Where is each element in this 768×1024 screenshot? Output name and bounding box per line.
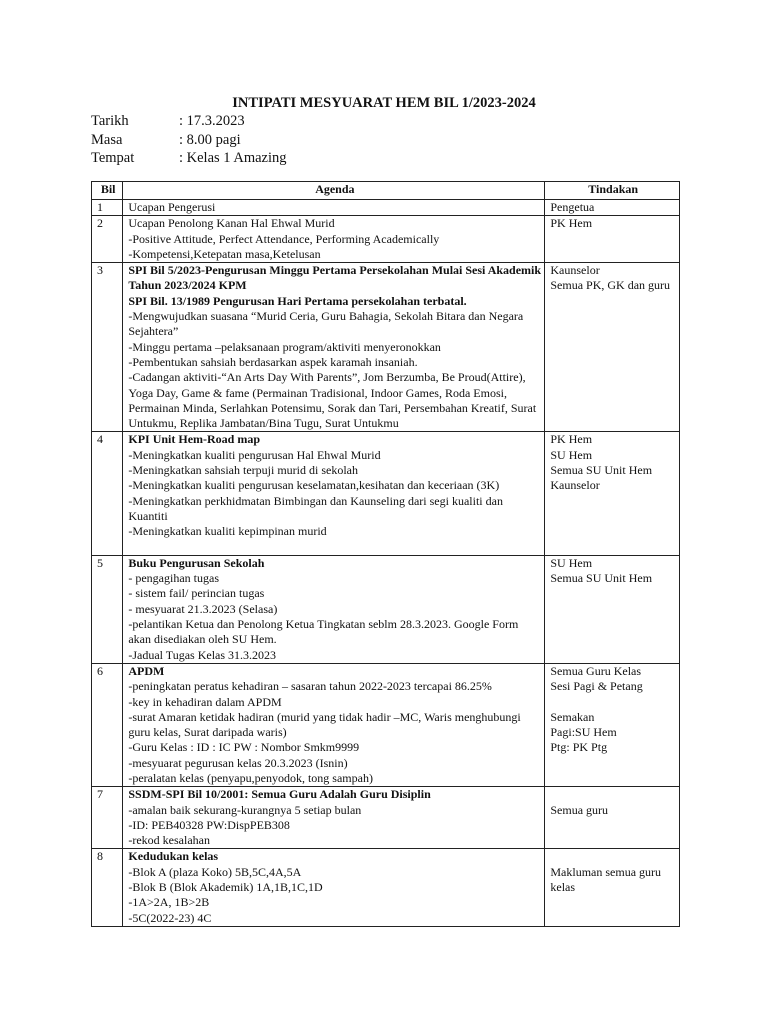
tindakan-line: SU Hem [550, 555, 593, 570]
cell-agenda [123, 555, 545, 663]
agenda-line: -5C(2022-23) 4C [128, 910, 212, 925]
agenda-line: -Blok B (Blok Akademik) 1A,1B,1C,1D [128, 880, 323, 895]
cell-tindakan [545, 663, 680, 786]
cell-tindakan [545, 216, 680, 263]
agenda-line: -peralatan kelas (penyapu,penyodok, tong sampah) [128, 770, 373, 785]
tindakan-line: Kaunselor [550, 263, 600, 278]
agenda-line: -Kompetensi,Ketepatan masa,Ketelusan [128, 246, 321, 261]
cell-bil: 2 [92, 216, 123, 263]
minutes-table [91, 181, 680, 927]
meta-label: Masa [91, 131, 123, 148]
cell-bil: 7 [92, 787, 123, 849]
header-agenda: Agenda [123, 182, 545, 200]
agenda-line: -Cadangan aktiviti-“An Arts Day With Parents”, Jom Berzumba, Be Proud(Attire), Yoga Day, Game & fame (Permainan Tradisional, Indoor Games, Roda Emosi, Permainan Minda, Serlahkan Potensimu, Sorak dan Tari, Persembahan Kreatif, Surat Untukmu, Replika Jambatan/Bina Tugu, Surat Untukmu [128, 370, 537, 431]
table-row [92, 555, 680, 663]
agenda-line: -Meningkatkan kualiti kepimpinan murid [128, 524, 327, 539]
tindakan-line: SU Hem [550, 447, 593, 462]
tindakan-line: Kaunselor [550, 478, 600, 493]
agenda-line: -Pembentukan sahsiah berdasarkan aspek karamah insaniah. [128, 354, 418, 369]
tindakan-line: PK Hem [550, 216, 593, 231]
tindakan-line [550, 695, 676, 710]
agenda-line: -Meningkatkan kualiti pengurusan keselamatan,kesihatan dan keceriaan (3K) [128, 478, 500, 493]
cell-bil: 8 [92, 849, 123, 926]
agenda-line: -Guru Kelas : ID : IC PW : Nombor Smkm9999 [128, 740, 360, 755]
table-row [92, 849, 680, 926]
agenda-line: -peningkatan peratus kehadiran – sasaran tahun 2022-2023 tercapai 86.25% [128, 679, 492, 694]
agenda-line: -1A>2A, 1B>2B [128, 895, 210, 910]
meta-value: : 17.3.2023 [179, 113, 245, 129]
cell-tindakan [545, 200, 680, 216]
meta-label: Tarikh [91, 113, 129, 129]
cell-bil: 6 [92, 663, 123, 786]
cell-tindakan [545, 849, 680, 926]
agenda-line: -pelantikan Ketua dan Penolong Ketua Tingkatan seblm 28.3.2023. Google Form akan disediakan oleh SU Hem. [128, 617, 519, 647]
agenda-line: -amalan baik sekurang-kurangnya 5 setiap bulan [128, 802, 362, 817]
tindakan-line [550, 849, 676, 864]
table-row [92, 663, 680, 786]
agenda-line: -Positive Attitude, Perfect Attendance, Performing Academically [128, 231, 440, 246]
cell-tindakan [545, 432, 680, 555]
header-bil: Bil [92, 182, 123, 200]
table-header-row [92, 182, 680, 200]
table-row [92, 263, 680, 432]
agenda-line: - pengagihan tugas [128, 571, 219, 586]
meta-value: : 8.00 pagi [179, 131, 241, 148]
tindakan-line: Semua Guru Kelas [550, 663, 642, 678]
tindakan-line: Semakan [550, 709, 595, 724]
cell-agenda [123, 787, 545, 849]
tindakan-line [550, 787, 676, 802]
agenda-line: -Blok A (plaza Koko) 5B,5C,4A,5A [128, 864, 302, 879]
tindakan-line: Sesi Pagi & Petang [550, 679, 643, 694]
tindakan-line: Semua SU Unit Hem [550, 463, 653, 478]
tindakan-line: Pengetua [550, 200, 595, 214]
tindakan-line: Makluman semua guru kelas [550, 864, 662, 895]
agenda-line: Ucapan Penolong Kanan Hal Ehwal Murid [128, 216, 335, 231]
cell-agenda [123, 849, 545, 926]
agenda-line [128, 540, 541, 555]
agenda-line: -surat Amaran ketidak hadiran (murid yang tidak hadir –MC, Waris menghubungi guru kelas, Surat daripada waris) [128, 709, 521, 740]
agenda-line: Ucapan Pengerusi [128, 200, 216, 214]
table-row [92, 216, 680, 263]
tindakan-line: PK Hem [550, 432, 593, 447]
tindakan-line: Semua guru [550, 802, 609, 817]
table-row [92, 787, 680, 849]
agenda-line: -ID: PEB40328 PW:DispPEB308 [128, 817, 290, 832]
agenda-line: -mesyuarat pegurusan kelas 20.3.2023 (Isnin) [128, 755, 348, 770]
cell-bil: 3 [92, 263, 123, 432]
cell-agenda [123, 663, 545, 786]
cell-agenda [123, 216, 545, 263]
tindakan-line: Ptg: PK Ptg [550, 740, 608, 755]
meta-label: Tempat [91, 150, 135, 166]
cell-bil: 1 [92, 200, 123, 216]
cell-agenda [123, 432, 545, 555]
cell-agenda [123, 263, 545, 432]
meta-row [91, 131, 287, 150]
agenda-line: -Mengwujudkan suasana “Murid Ceria, Guru Bahagia, Sekolah Bitara dan Negara Sejahtera” [128, 309, 524, 339]
tindakan-line: Semua SU Unit Hem [550, 571, 653, 586]
tindakan-line: Pagi:SU Hem [550, 725, 617, 740]
cell-tindakan [545, 263, 680, 432]
meeting-meta [91, 112, 287, 168]
cell-tindakan [545, 555, 680, 663]
table-row [92, 432, 680, 555]
agenda-line: -Meningkatkan kualiti pengurusan Hal Ehwal Murid [128, 447, 381, 462]
agenda-line: SPI Bil. 13/1989 Pengurusan Hari Pertama persekolahan terbatal. [128, 293, 467, 308]
agenda-line: -Meningkatkan sahsiah terpuji murid di sekolah [128, 463, 358, 478]
table-row [92, 200, 680, 216]
agenda-line: Buku Pengurusan Sekolah [128, 555, 265, 570]
meta-row [91, 112, 287, 131]
agenda-line: Kedudukan kelas [128, 849, 219, 864]
agenda-line: -Minggu pertama –pelaksanaan program/aktiviti menyeronokkan [128, 339, 441, 354]
cell-agenda [123, 200, 545, 216]
meta-row [91, 149, 287, 168]
agenda-line: - mesyuarat 21.3.2023 (Selasa) [128, 601, 278, 616]
tindakan-line: Semua PK, GK dan guru [550, 278, 671, 293]
cell-bil: 4 [92, 432, 123, 555]
meta-value: : Kelas 1 Amazing [179, 150, 287, 166]
agenda-line: - sistem fail/ perincian tugas [128, 586, 265, 601]
cell-tindakan [545, 787, 680, 849]
agenda-line: KPI Unit Hem-Road map [128, 432, 261, 447]
agenda-line: SPI Bil 5/2023-Pengurusan Minggu Pertama Persekolahan Mulai Sesi Akademik Tahun 2023/2024 KPM [128, 263, 542, 293]
agenda-line: -Meningkatkan perkhidmatan Bimbingan dan Kaunseling dari segi kualiti dan Kuantiti [128, 493, 503, 523]
agenda-line: SSDM-SPI Bil 10/2001: Semua Guru Adalah Guru Disiplin [128, 787, 431, 802]
page-title: INTIPATI MESYUARAT HEM BIL 1/2023-2024 [232, 95, 536, 111]
cell-bil: 5 [92, 555, 123, 663]
header-tindakan: Tindakan [545, 182, 680, 200]
agenda-line: -Jadual Tugas Kelas 31.3.2023 [128, 647, 277, 662]
agenda-line: -rekod kesalahan [128, 833, 210, 848]
agenda-line: -key in kehadiran dalam APDM [128, 694, 282, 709]
agenda-line: APDM [128, 663, 165, 678]
